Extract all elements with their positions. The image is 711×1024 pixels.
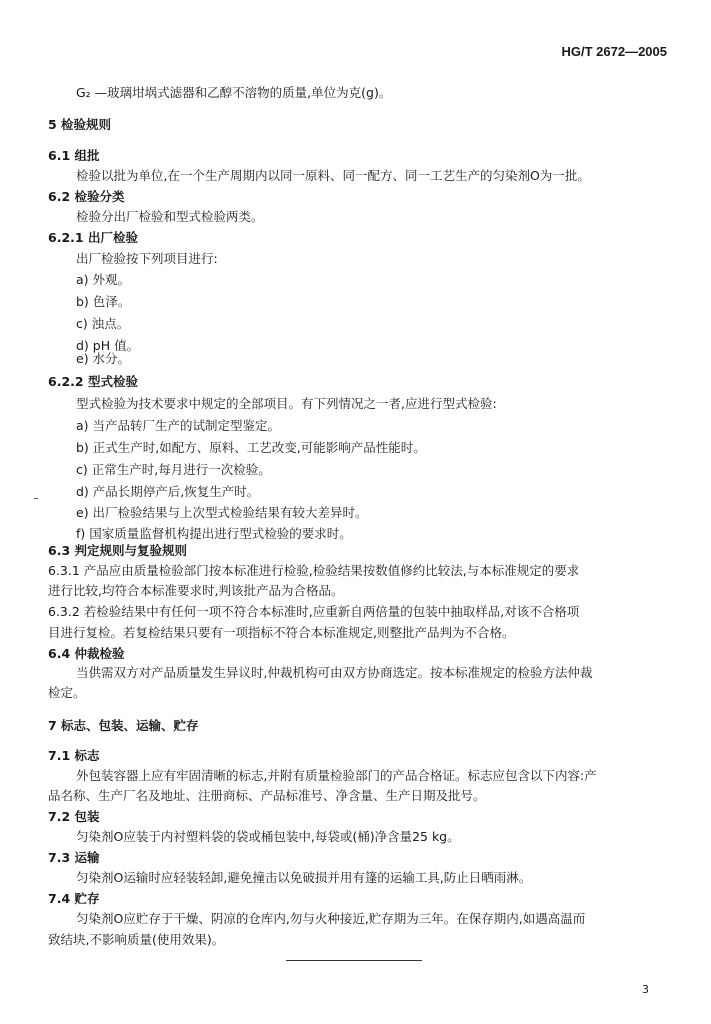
- list-item: e) 出厂检验结果与上次型式检验结果有较大差异时。: [76, 505, 368, 520]
- section-7-4-line1: 匀染剂O应贮存于干燥、阴凉的仓库内,勿与火种接近,贮存期为三年。在保存期内,如遇高温而: [76, 911, 586, 926]
- section-7-heading: 7 标志、包装、运输、贮存: [48, 718, 199, 733]
- section-6-2-1-text: 出厂检验按下列项目进行:: [76, 251, 218, 266]
- section-6-2-2-heading: 6.2.2 型式检验: [48, 374, 138, 389]
- list-item: a) 外观。: [76, 272, 131, 287]
- section-7-1-line1: 外包装容器上应有牢固清晰的标志,并附有质量检验部门的产品合格证。标志应包含以下内容:产: [76, 768, 597, 783]
- section-6-3-2-line1: 6.3.2 若检验结果中有任何一项不符合本标准时,应重新自两倍量的包装中抽取样品,对该不合格项: [48, 604, 580, 619]
- list-item: c) 正常生产时,每月进行一次检验。: [76, 462, 271, 477]
- section-6-4-line2: 检定。: [48, 685, 86, 700]
- list-item: a) 当产品转厂生产的试制定型鉴定。: [76, 418, 281, 433]
- section-6-2-heading: 6.2 检验分类: [48, 189, 125, 204]
- section-6-4-heading: 6.4 仲裁检验: [48, 646, 125, 661]
- standard-number: HG/T 2672—2005: [561, 44, 667, 59]
- section-5-heading: 5 检验规则: [48, 117, 112, 132]
- list-item: b) 正式生产时,如配方、原料、工艺改变,可能影响产品性能时。: [76, 440, 426, 455]
- section-6-3-1-line1: 6.3.1 产品应由质量检验部门按本标准进行检验,检验结果按数值修约比较法,与本标准规定的要求: [48, 563, 580, 578]
- g2-definition: G₂ —玻璃坩埚式滤器和乙醇不溶物的质量,单位为克(g)。: [76, 85, 392, 100]
- list-item: d) 产品长期停产后,恢复生产时。: [76, 484, 260, 499]
- section-6-2-text: 检验分出厂检验和型式检验两类。: [76, 209, 264, 224]
- margin-mark: [34, 498, 38, 499]
- section-7-2-heading: 7.2 包装: [48, 809, 100, 824]
- section-6-1-heading: 6.1 组批: [48, 148, 100, 163]
- section-7-4-heading: 7.4 贮存: [48, 891, 100, 906]
- section-7-1-heading: 7.1 标志: [48, 748, 100, 763]
- section-6-3-heading: 6.3 判定规则与复验规则: [48, 543, 187, 558]
- section-7-1-line2: 品名称、生产厂名及地址、注册商标、产品标准号、净含量、生产日期及批号。: [48, 788, 486, 803]
- list-item: d) pH 值。: [76, 338, 140, 353]
- section-6-4-line1: 当供需双方对产品质量发生异议时,仲裁机构可由双方协商选定。按本标准规定的检验方法仲裁: [76, 665, 593, 680]
- section-6-2-1-heading: 6.2.1 出厂检验: [48, 230, 138, 245]
- section-6-2-2-text: 型式检验为技术要求中规定的全部项目。有下列情况之一者,应进行型式检验:: [76, 396, 497, 411]
- section-6-1-text: 检验以批为单位,在一个生产周期内以同一原料、同一配方、同一工艺生产的匀染剂O为一批。: [76, 168, 590, 183]
- list-item: f) 国家质量监督机构提出进行型式检验的要求时。: [76, 526, 352, 541]
- section-7-2-text: 匀染剂O应装于内衬塑料袋的袋或桶包装中,每袋或(桶)净含量25 kg。: [76, 829, 460, 844]
- list-item: b) 色泽。: [76, 294, 131, 309]
- list-item: c) 浊点。: [76, 316, 130, 331]
- end-separator-line: [286, 960, 422, 961]
- section-6-3-1-line2: 进行比较,均符合本标准要求时,判该批产品为合格品。: [48, 583, 344, 598]
- list-item: e) 水分。: [76, 351, 131, 366]
- section-7-3-text: 匀染剂O运输时应轻装轻卸,避免撞击以免破损并用有篷的运输工具,防止日晒雨淋。: [76, 870, 532, 885]
- section-6-3-2-line2: 目进行复检。若复检结果只要有一项指标不符合本标准规定,则整批产品判为不合格。: [48, 625, 515, 640]
- page-number: 3: [642, 983, 649, 996]
- section-7-3-heading: 7.3 运输: [48, 850, 100, 865]
- section-7-4-line2: 致结块,不影响质量(使用效果)。: [48, 932, 225, 947]
